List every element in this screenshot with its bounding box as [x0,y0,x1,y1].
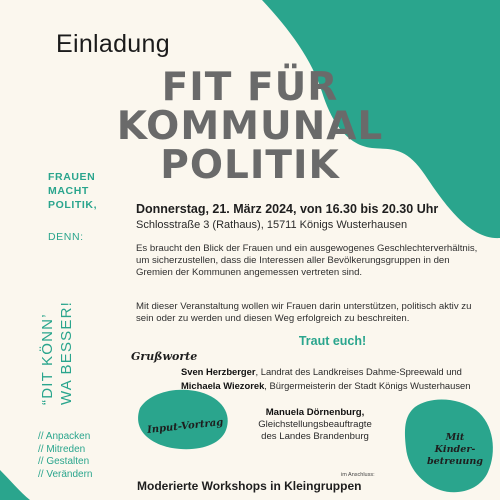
intro-paragraph: Es braucht den Blick der Frauen und ein ausgewogenes Geschlechterverhältnis, um sicherzustellen, dass die Interessen aller Bevölkerungsgruppen in den Gremien der Kommunen angemessen vertreten sind. [136,243,478,278]
title-line-1: FIT FÜR [161,65,339,110]
traut-euch-callout: Traut euch! [298,334,367,348]
quote-line: WA BESSER! [58,301,75,405]
speaker-role: , Landrat des Landkreises Dahme-Spreewald und [255,366,462,377]
list-item: // Gestalten [38,456,90,467]
speaker-herzberger [181,366,462,377]
list-item: // Anpacken [38,431,91,442]
grussworte-label: Grußworte [131,350,198,363]
input-speaker-role: des Landes Brandenburg [261,431,369,442]
list-item: // Mitreden [38,443,86,455]
title-line-2: KOMMUNAL [116,104,384,149]
goal-paragraph: Mit dieser Veranstaltung wollen wir Frauen darin unterstützen, politisch aktiv zu sein oder zu werden und diesen Weg erfolgreich zu beschreiten. [136,301,472,324]
kinder-line: Mit [445,432,465,443]
list-item: // Verändern [38,468,93,480]
speaker-wiezorek [181,380,470,391]
slogan-line: MACHT [48,185,89,197]
input-vortrag-label: Input-Vortrag [146,417,224,436]
einladung-heading: Einladung [56,30,170,58]
anschluss-note: im Anschluss: [341,472,375,478]
title-line-3: POLITIK [160,143,340,188]
kinder-line: betreuung [426,456,484,467]
input-speaker-role: Gleichstellungsbeauftragte [258,419,372,430]
event-date: Donnerstag, 21. März 2024, von 16.30 bis 20.30 Uhr [136,202,439,216]
speaker-name: Michaela Wiezorek [181,380,265,391]
kinderbetreuung-badge [420,432,490,468]
side-slogan [48,170,97,212]
slogan-line: FRAUEN [48,171,96,183]
input-speaker-name: Manuela Dörnenburg, [265,407,365,418]
kinder-line: Kinder- [434,444,476,455]
speaker-role: , Bürgermeisterin der Stadt Königs Wusterhausen [264,380,471,391]
side-denn: DENN: [48,231,84,243]
event-address: Schlosstraße 3 (Rathaus), 15711 Königs Wusterhausen [136,219,408,231]
workshops-heading: Moderierte Workshops in Kleingruppen [137,479,362,493]
speaker-name: Sven Herzberger [181,366,256,377]
quote-line: “DIT KÖNN’ [39,313,56,405]
slogan-line: POLITIK, [48,199,98,211]
